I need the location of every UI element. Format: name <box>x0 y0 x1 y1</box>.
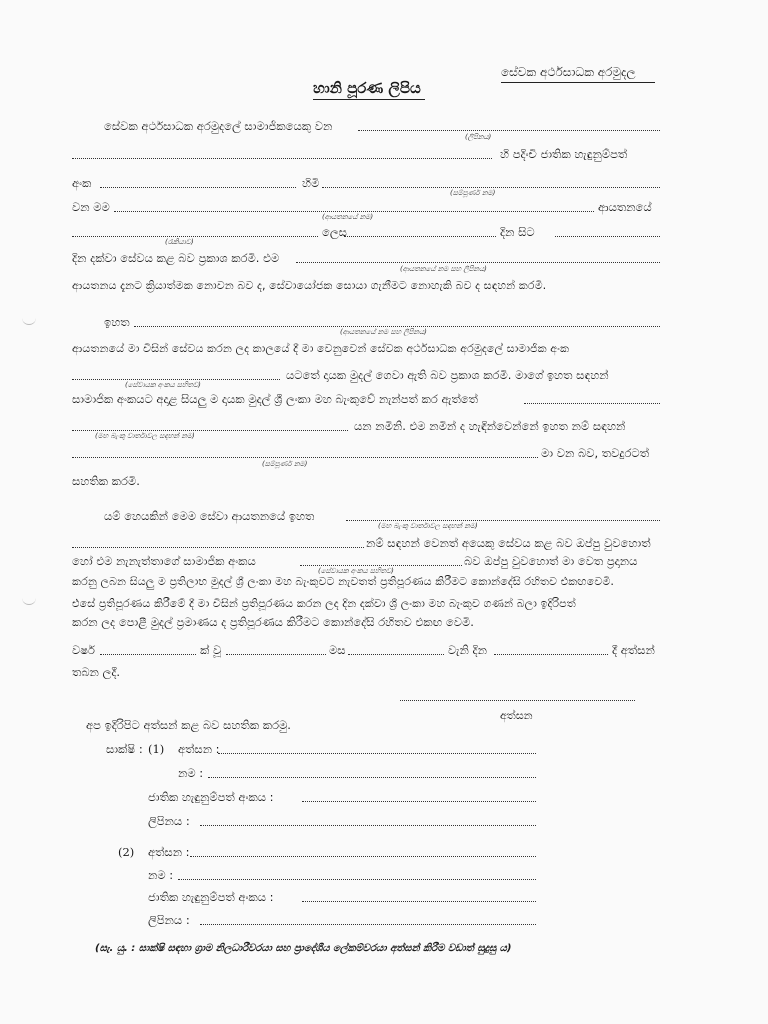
caption-with-letter: (සේවායක අංකය සහිතව) <box>125 381 201 389</box>
address-field[interactable] <box>358 130 660 131</box>
w2-address-label: ලිපිනය : <box>148 913 190 927</box>
w2-nic-field[interactable] <box>302 901 536 902</box>
p3-line2: නම් සඳහන් වෙනත් අයෙකු සේවය කළ බව ඔප්පු වුවහොත් <box>366 536 651 550</box>
nth-day-label: වැනි දින <box>448 643 487 657</box>
w2-nic-label: ජාතික හැඳුනුම්පත් අංකය : <box>148 890 274 904</box>
w1-name-label: නම : <box>178 766 204 780</box>
bank-record-name-field[interactable] <box>346 520 660 521</box>
caption-full-name: (සම්පූර්ණ නම) <box>450 189 496 197</box>
p1-as: ලෙස <box>322 225 347 239</box>
witness-1-number: (1) <box>148 742 165 756</box>
p2-line3: යටතේ දායක මුදල් ගෙවා ඇති බව ප්‍රකාශ කරමි. මාගේ ඉහත සඳහන් <box>286 368 609 382</box>
p2-line6: මා වන බව, තවදුරටත් <box>541 446 650 460</box>
place-field[interactable] <box>494 654 608 655</box>
footnote: (සැ. යු. : සාක්ෂි සඳහා ග්‍රාම නිලධාරීවරයා සහ ප්‍රාදේශීය ලේකම්වරයා අත්සන් කිරීම වඩාත් සුදුසු ය) <box>95 943 512 954</box>
w1-address-field[interactable] <box>200 825 536 826</box>
w1-nic-field[interactable] <box>302 801 536 802</box>
p1-i-am: වන මම <box>72 200 110 214</box>
full-name-field-2[interactable] <box>72 457 538 458</box>
p3-line3a: හෝ එම නැනැත්තාගේ සාමාජික අංකය <box>72 554 256 568</box>
p1-line1: සේවක අර්ථසාධක අරමුදලේ සාමාජිකයෙකු වන <box>104 119 333 133</box>
p1-from-date: දින සිට <box>500 225 535 239</box>
p2-line7: සහතික කරමි. <box>72 474 140 488</box>
fund-name-corner: සේවක අර්ථසාධක අරමුදල <box>501 65 636 79</box>
w1-sign-label: අත්සන : <box>178 742 220 756</box>
institution-name-address-field-2[interactable] <box>134 326 660 327</box>
nic-number-field[interactable] <box>100 187 296 188</box>
p2-line2: ආයතනයේ මා විසින් සේවය කරන ලද කාලයේ දී මා වෙනුවෙන් සේවක අර්ථසාධක අරමුදලේ සාමාජික අංක <box>72 342 570 355</box>
p2-line5: යන නමිනි. එම නමින් ද හැඳින්වෙන්නේ ඉහත නම් සඳහන් <box>354 419 626 433</box>
p1-line2: හි පදිංචි ජාතික හැඳුනුම්පත් <box>500 147 628 161</box>
caption-address: (ලිපිනය) <box>465 133 492 141</box>
bank-record-name-cont[interactable] <box>72 547 364 548</box>
caption-institution-name-address: (ආයතනයේ නම සහ ලිපිනය) <box>400 265 487 273</box>
other-member-number-field[interactable] <box>300 565 462 566</box>
fund-name-underline <box>501 82 655 83</box>
punch-hole-mark <box>22 598 36 605</box>
caption-institution-name-address-2: (ආයතනයේ නම සහ ලිපිනය) <box>340 328 427 336</box>
year-label: වර්ෂ <box>72 643 95 657</box>
w2-name-field[interactable] <box>178 879 536 880</box>
kv-label: ක් වූ <box>200 643 222 657</box>
p1-institution-word: ආයතනයේ <box>598 200 652 214</box>
w1-address-label: ලිපිනය : <box>148 814 190 828</box>
caption-with-letter-2: (සේවායක අංකය සහිතව) <box>318 567 394 575</box>
p3-line1: යම් හෙයකින් මෙම සේවා ආයතනයේ ඉහත <box>104 509 315 523</box>
institution-name-field[interactable] <box>114 211 594 212</box>
full-name-field[interactable] <box>322 187 660 188</box>
member-number-field[interactable] <box>72 379 280 380</box>
year-field[interactable] <box>100 654 196 655</box>
month-label: මස <box>329 643 346 657</box>
w2-sign-label: අත්සන : <box>148 845 190 859</box>
position-field[interactable] <box>72 236 318 237</box>
day-field[interactable] <box>348 654 444 655</box>
bank-name-field[interactable] <box>524 403 660 404</box>
page-title: හානි පූරණ ලිපිය <box>313 79 421 97</box>
bank-name-field-cont[interactable] <box>72 430 348 431</box>
placed-label: තබන ලදී. <box>72 665 121 679</box>
address-field-cont[interactable] <box>72 158 492 159</box>
p2-line4: සාමාජික අංකයට අදාළ සියලු ම දායක මුදල් ශ්‍රී ලංකා මහ බැංකුවේ නැන්පත් කර ඇත්තේ <box>72 392 478 406</box>
p3-line6: කරන ලද පොළී මුදල් ප්‍රමාණය ද ප්‍රතිපූරණය කිරීමට කොන්දේසි රහිතව එකඟ වෙමි. <box>72 615 474 629</box>
p3-line3b: බව ඔප්පු වුවහොත් මා වෙත ප්‍රදානය <box>464 554 638 568</box>
caption-full-name-2: (සම්පූර්ණ නම) <box>262 460 308 468</box>
p1-nic-label: අංක <box>72 176 92 190</box>
w2-name-label: නම : <box>148 868 174 882</box>
month-name-field[interactable] <box>226 654 326 655</box>
to-date-field[interactable] <box>555 236 660 237</box>
institution-name-address-field[interactable] <box>296 262 660 263</box>
caption-institution-name: (ආයතනයේ නම) <box>322 213 374 221</box>
p2-above: ඉහත <box>104 315 130 329</box>
w2-sign-field[interactable] <box>190 856 536 857</box>
p1-line7: ආයතනය දැනට ක්‍රියාත්මක නොවන බව ද, සේවායෝජක සොයා ගැනීමට නොහැකි බව ද සඳහන් කරමි. <box>72 279 547 292</box>
witness-intro: අප ඉදිරිපිට අත්සන් කළ බව සහතික කරමු. <box>86 718 291 732</box>
punch-hole-mark <box>22 318 36 325</box>
caption-bank-name: (මහ බැංකු වාර්තාවල සඳහන් නම) <box>95 432 195 440</box>
w1-name-field[interactable] <box>208 777 536 778</box>
p1-line6: දින දක්වා සේවය කළ බව ප්‍රකාශ කරමි. එම <box>72 251 280 265</box>
from-date-field[interactable] <box>344 236 496 237</box>
w1-nic-label: ජාතික හැඳුනුම්පත් අංකය : <box>148 790 274 804</box>
caption-position: (රැකියාව) <box>165 238 194 246</box>
p1-holder-label: හිමි <box>302 176 320 190</box>
title-underline <box>313 99 425 100</box>
witness-2-number: (2) <box>118 845 135 859</box>
signature-field[interactable] <box>400 700 635 701</box>
p3-line5: එසේ ප්‍රතිපූරණය කිරීමේ දී මා විසින් ප්‍රතිපූරණය කරන ලද දින දක්වා ශ්‍රී ලංකා මහ බැංකුව ගණන් බලා ඉදිරිපත් <box>72 597 576 610</box>
p3-line4: කරනු ලබන සියලු ම ප්‍රතිලාභ මුදල් ශ්‍රී ලංකා මහ බැංකුවට නැවතත් ප්‍රතිපූරණය කිරීමට කොන්දේසි රහිතව එකඟවෙමි. <box>72 575 614 588</box>
w2-address-field[interactable] <box>200 924 536 925</box>
w1-sign-field[interactable] <box>218 753 536 754</box>
signed-label: දී අත්සන් <box>612 643 655 657</box>
signature-label: අත්සන <box>500 709 533 722</box>
caption-bank-name-2: (මහ බැංකු වාර්තාවල සඳහන් නම) <box>378 522 478 530</box>
witness-label: සාක්ෂි : <box>106 742 143 756</box>
